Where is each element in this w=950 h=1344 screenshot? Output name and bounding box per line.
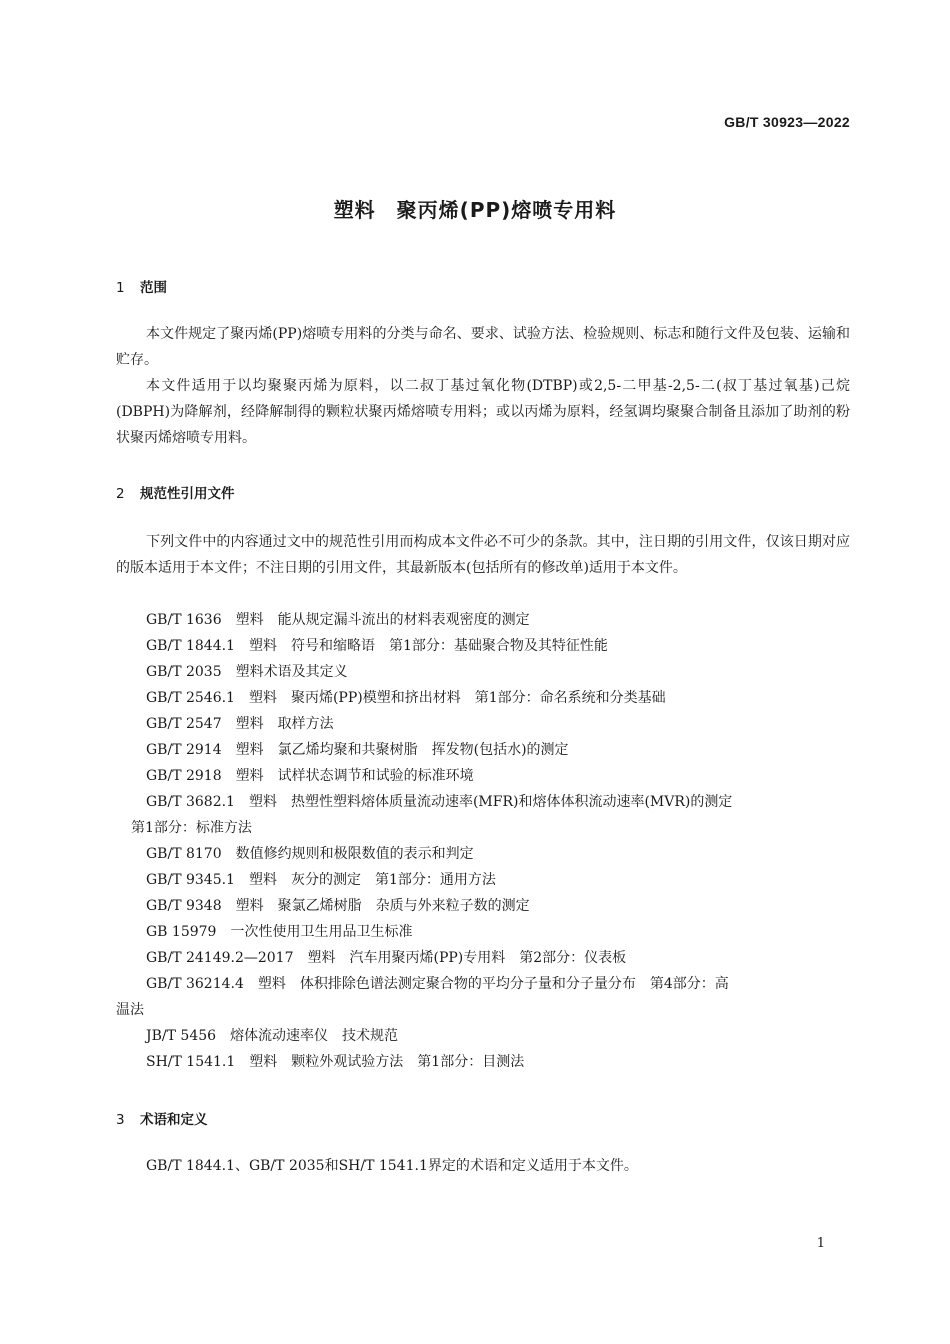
reference-item: GB/T 2546.1 塑料 聚丙烯(PP)模塑和挤出材料 第1部分：命名系统和分类基础 — [146, 690, 666, 706]
section-2-intro: 下列文件中的内容通过文中的规范性引用而构成本文件必不可少的条款。其中，注日期的引用文件，仅该日期对应的版本适用于本文件；不注日期的引用文件，其最新版本(包括所有的修改单)适用于本文件。 — [116, 534, 850, 576]
reference-item: GB/T 9345.1 塑料 灰分的测定 第1部分：通用方法 — [146, 872, 496, 888]
reference-item: SH/T 1541.1 塑料 颗粒外观试验方法 第1部分：目测法 — [146, 1054, 525, 1070]
section-2-heading — [116, 482, 235, 502]
section-1-paragraph-1: 本文件规定了聚丙烯(PP)熔喷专用料的分类与命名、要求、试验方法、检验规则、标志和随行文件及包装、运输和贮存。 — [116, 326, 850, 368]
section-3-heading — [116, 1108, 208, 1128]
document-title: 塑料 聚丙烯(PP)熔喷专用料 — [333, 198, 617, 222]
reference-item: JB/T 5456 熔体流动速率仪 技术规范 — [146, 1028, 399, 1044]
reference-item: GB/T 8170 数值修约规则和极限数值的表示和判定 — [146, 846, 474, 862]
reference-item: GB/T 24149.2—2017 塑料 汽车用聚丙烯(PP)专用料 第2部分：仪表板 — [146, 950, 627, 966]
reference-item: GB/T 2035 塑料术语及其定义 — [146, 664, 348, 680]
reference-item: GB/T 1844.1 塑料 符号和缩略语 第1部分：基础聚合物及其特征性能 — [146, 638, 608, 654]
reference-item: GB/T 2914 塑料 氯乙烯均聚和共聚树脂 挥发物(包括水)的测定 — [146, 742, 569, 758]
section-1-heading — [116, 276, 167, 296]
reference-item: GB 15979 一次性使用卫生用品卫生标准 — [146, 924, 413, 940]
reference-item: GB/T 2547 塑料 取样方法 — [146, 716, 334, 732]
reference-item: GB/T 1636 塑料 能从规定漏斗流出的材料表观密度的测定 — [146, 612, 530, 628]
reference-item: GB/T 9348 塑料 聚氯乙烯树脂 杂质与外来粒子数的测定 — [146, 898, 530, 914]
section-3-paragraph-1: GB/T 1844.1、GB/T 2035和SH/T 1541.1界定的术语和定义适用于本文件。 — [146, 1158, 638, 1174]
section-title: 范围 — [140, 280, 167, 296]
section-number: 2 — [116, 486, 125, 502]
section-title: 规范性引用文件 — [140, 486, 235, 502]
reference-item: GB/T 36214.4 塑料 体积排除色谱法测定聚合物的平均分子量和分子量分布 第4部分：高 — [146, 976, 729, 992]
section-number: 1 — [116, 280, 125, 296]
section-title: 术语和定义 — [140, 1112, 208, 1128]
page-number: 1 — [816, 1236, 825, 1251]
reference-item: GB/T 3682.1 塑料 热塑性塑料熔体质量流动速率(MFR)和熔体体积流动速率(MVR)的测定 — [146, 794, 733, 810]
section-1-paragraph-2: 本文件适用于以均聚聚丙烯为原料，以二叔丁基过氧化物(DTBP)或2,5-二甲基-2,5-二(叔丁基过氧基)己烷(DBPH)为降解剂，经降解制得的颗粒状聚丙烯熔喷专用料；或以丙烯为原料，经氢调均聚聚合制备且添加了助剂的粉状聚丙烯熔喷专用料。 — [116, 378, 850, 446]
reference-item-continuation: 温法 — [116, 1002, 144, 1018]
section-number: 3 — [116, 1112, 125, 1128]
reference-item-continuation: 第1部分：标准方法 — [131, 820, 252, 836]
reference-item: GB/T 2918 塑料 试样状态调节和试验的标准环境 — [146, 768, 474, 784]
standard-code: GB/T 30923—2022 — [724, 114, 850, 130]
